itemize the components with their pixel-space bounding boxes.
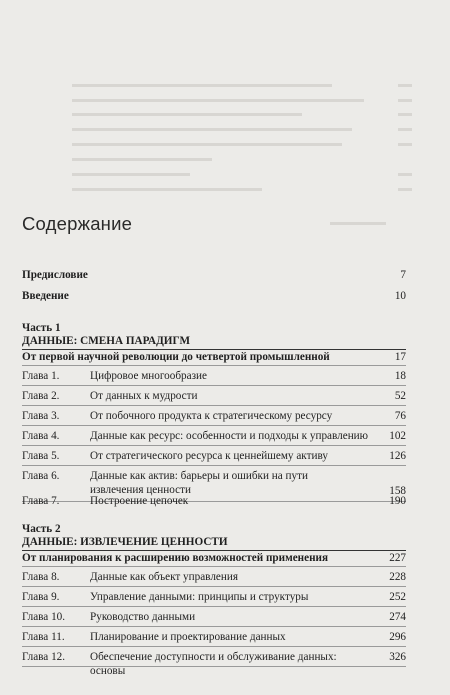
chapter-page: 228	[389, 571, 406, 583]
divider	[22, 425, 406, 426]
toc-entry-title: Введение	[22, 290, 69, 302]
chapter-title: Данные как объект управления	[90, 571, 238, 583]
chapter-page: 190	[389, 495, 406, 507]
chapter-label: Глава 4.	[22, 430, 60, 442]
chapter-label: Глава 3.	[22, 410, 60, 422]
chapter-title: Руководство данными	[90, 611, 196, 623]
toc-chapter[interactable]	[22, 389, 406, 403]
divider	[22, 365, 406, 366]
toc-entry-title: Предисловие	[22, 269, 88, 281]
toc-chapter[interactable]	[22, 570, 406, 584]
toc-chapter[interactable]	[22, 494, 406, 508]
chapter-label: Глава 11.	[22, 631, 65, 643]
toc-chapter[interactable]	[22, 449, 406, 463]
chapter-title: От стратегического ресурса к ценнейшему активу	[90, 450, 328, 462]
divider	[22, 646, 406, 647]
part-title: ДАННЫЕ: ИЗВЛЕЧЕНИЕ ЦЕННОСТИ	[22, 535, 406, 551]
chapter-title: От побочного продукта к стратегическому ресурсу	[90, 410, 333, 422]
chapter-page: 18	[394, 370, 406, 382]
part-title: ДАННЫЕ: СМЕНА ПАРАДИГМ	[22, 334, 406, 350]
chapter-label: Глава 6.	[22, 470, 60, 482]
chapter-title: Данные как актив: барьеры и ошибки на пути извлечения ценности	[90, 470, 308, 496]
toc-entry-preface[interactable]	[22, 268, 406, 282]
toc-chapter[interactable]	[22, 590, 406, 604]
chapter-page: 326	[389, 651, 406, 663]
chapter-label: Глава 7.	[22, 495, 60, 507]
chapter-title: От данных к мудрости	[90, 390, 198, 402]
part-subtitle: От первой научной революции до четвертой промышленной	[22, 351, 330, 363]
chapter-page: 76	[394, 410, 406, 422]
chapter-title: Данные как ресурс: особенности и подходы к управлению	[90, 430, 369, 442]
toc-entry-page: 10	[394, 290, 406, 302]
chapter-label: Глава 10.	[22, 611, 66, 623]
toc-chapter[interactable]	[22, 369, 406, 383]
divider	[22, 586, 406, 587]
chapter-label: Глава 1.	[22, 370, 60, 382]
part-subtitle-entry[interactable]	[22, 551, 406, 565]
part-label: Часть 1	[22, 322, 61, 334]
divider	[22, 465, 406, 466]
chapter-title: Управление данными: принципы и структуры	[90, 591, 309, 603]
chapter-label: Глава 5.	[22, 450, 60, 462]
chapter-title: Планирование и проектирование данных	[90, 631, 286, 643]
divider	[22, 405, 406, 406]
chapter-page: 296	[389, 631, 406, 643]
chapter-page: 252	[389, 591, 406, 603]
chapter-title: Обеспечение доступности и обслуживание данных: основы	[90, 651, 337, 677]
divider	[22, 385, 406, 386]
toc-entry-page: 227	[389, 552, 406, 564]
toc-entry-page: 7	[400, 269, 406, 281]
divider	[22, 445, 406, 446]
chapter-label: Глава 2.	[22, 390, 60, 402]
page-title: Содержание	[22, 213, 133, 234]
chapter-page: 126	[389, 450, 406, 462]
chapter-label: Глава 8.	[22, 571, 60, 583]
toc-chapter[interactable]	[22, 630, 406, 644]
chapter-page: 274	[389, 611, 406, 623]
part-subtitle-entry[interactable]	[22, 350, 406, 364]
divider	[22, 666, 406, 667]
part-subtitle: От планирования к расширению возможностей применения	[22, 552, 329, 564]
toc-chapter[interactable]	[22, 610, 406, 624]
divider	[22, 606, 406, 607]
part-label: Часть 2	[22, 523, 61, 535]
show-through-text	[0, 0, 450, 240]
divider	[22, 566, 406, 567]
chapter-page: 52	[394, 390, 406, 402]
chapter-title: Построение цепочек	[90, 495, 189, 507]
chapter-title: Цифровое многообразие	[90, 370, 207, 382]
chapter-label: Глава 12.	[22, 651, 66, 663]
toc-chapter[interactable]	[22, 409, 406, 423]
chapter-page: 102	[389, 430, 406, 442]
toc-chapter[interactable]	[22, 650, 406, 677]
toc-entry-introduction[interactable]	[22, 289, 406, 303]
toc-entry-page: 17	[394, 351, 406, 363]
chapter-page: 158	[389, 485, 406, 497]
divider	[22, 626, 406, 627]
chapter-label: Глава 9.	[22, 591, 60, 603]
toc-chapter[interactable]	[22, 429, 406, 443]
